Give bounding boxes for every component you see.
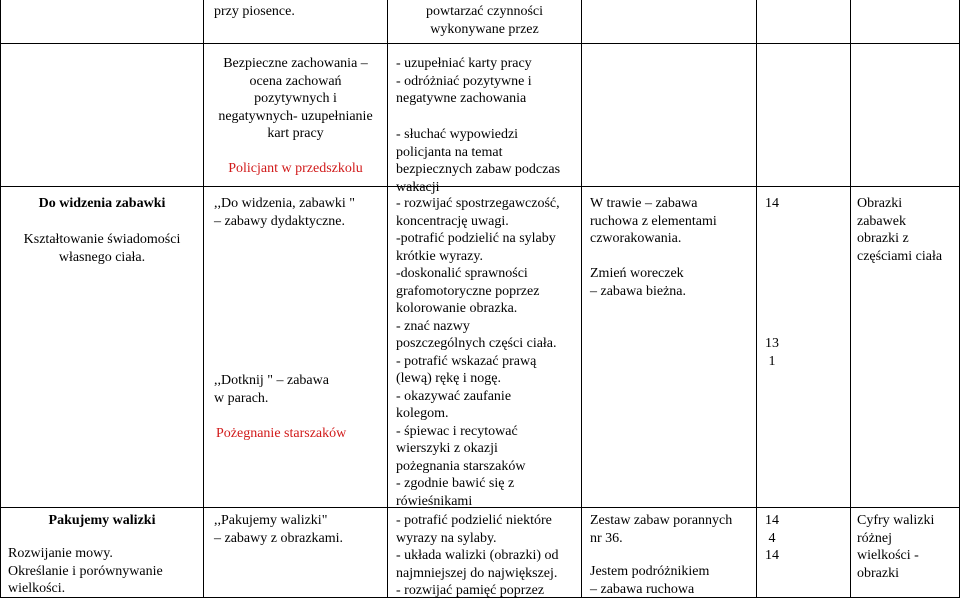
- col-divider: [850, 0, 851, 598]
- section1-materials: Obrazki zabawek obrazki z częściami ciała: [857, 196, 943, 264]
- col-divider: [0, 0, 1, 598]
- top-row-goal: powtarzać czynności wykonywane przez: [426, 4, 543, 37]
- section1-goals: - rozwijać spostrzegawczość, koncentrację uwagi. -potrafić podzielić na sylaby krótkie wyrazy. -doskonalić sprawności grafomotoryczne poprzez kolorowanie obrazka. - znać nazwy poszczególnych części ciała. - potrafić wskazać prawą (lewą) rękę i nogę. - okazywać zaufanie kolegom. - śpiewac i recytować wierszyki z okazji pożegnania starszaków - zgodnie bawić się z rówieśnikami: [396, 196, 560, 509]
- activity-didactic-games: ,,Do widzenia, zabawki " – zabawy dydaktyczne.: [214, 196, 355, 229]
- col-divider: [581, 0, 582, 598]
- safety-activity: Bezpieczne zachowania – ocena zachowań pozytywnych i negatywnych- uzupełnianie kart pracy: [218, 56, 373, 141]
- section1-numbers: 13 1: [765, 336, 779, 369]
- section-title: Do widzenia zabawki: [38, 196, 166, 211]
- police-goals: - słuchać wypowiedzi policjanta na temat bezpiecznych zabaw podczas wakacji: [396, 127, 561, 195]
- section-subtitle: Kształtowanie świadomości własnego ciała.: [23, 232, 181, 265]
- safety-goals: - uzupełniać karty pracy - odróżniać pozytywne i negatywne zachowania: [396, 56, 532, 106]
- section2-numbers: 14 4 14: [765, 513, 779, 563]
- section-subtitle: Rozwijanie mowy. Określanie i porównywanie wielkości.: [8, 546, 163, 596]
- section-title: Pakujemy walizki: [48, 513, 156, 528]
- section1-motor-games: W trawie – zabawa ruchowa z elementami czworakowania.: [590, 196, 717, 246]
- section2-materials: Cyfry walizki różnej wielkości - obrazki: [857, 513, 935, 581]
- section2-traveller-game: Jestem podróżnikiem – zabawa ruchowa: [590, 564, 710, 597]
- section2-morning-games: Zestaw zabaw porannych nr 36.: [590, 513, 733, 546]
- section2-goals: - potrafić podzielić niektóre wyrazy na sylaby. - układa walizki (obrazki) od najmniejszej do największej. - rozwijać pamięć poprzez: [396, 513, 559, 598]
- col-divider: [756, 0, 757, 598]
- section1-number: 14: [765, 196, 779, 211]
- activity-packing-suitcases: ,,Pakujemy walizki" – zabawy z obrazkami.: [214, 513, 344, 546]
- activity-touch-game: ,,Dotknij " – zabawa w parach.: [214, 373, 329, 406]
- top-row-activity: przy piosence.: [214, 4, 295, 19]
- col-divider: [387, 0, 388, 598]
- row-divider: [0, 43, 960, 44]
- police-visit-title: Policjant w przedszkolu: [228, 161, 363, 176]
- farewell-title: Pożegnanie starszaków: [216, 426, 347, 441]
- section1-running-game: Zmień woreczek – zabawa bieżna.: [590, 266, 686, 299]
